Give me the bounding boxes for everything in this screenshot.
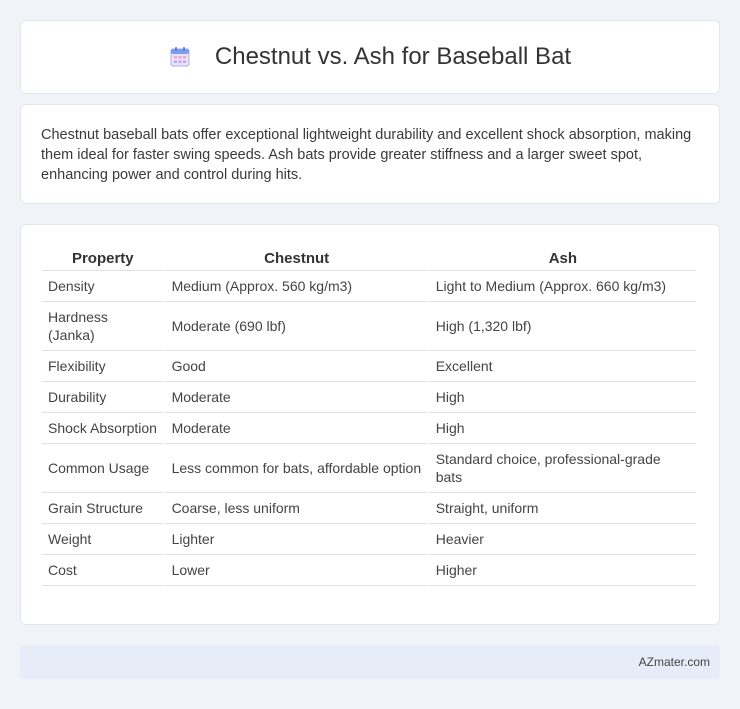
table-row (42, 444, 696, 493)
table-row (42, 302, 696, 351)
cell-chestnut: Moderate (166, 382, 428, 413)
title-card (20, 20, 720, 94)
table-row (42, 382, 696, 413)
cell-ash: Light to Medium (Approx. 660 kg/m3) (430, 271, 696, 302)
cell-property: Weight (42, 524, 164, 555)
cell-ash: High (430, 413, 696, 444)
table-row (42, 493, 696, 524)
cell-chestnut: Lighter (166, 524, 428, 555)
cell-chestnut: Good (166, 351, 428, 382)
comparison-table (40, 245, 698, 586)
header-ash: Ash (430, 245, 696, 271)
header-property: Property (42, 245, 164, 271)
cell-ash: Heavier (430, 524, 696, 555)
cell-ash: High (430, 382, 696, 413)
table-row (42, 524, 696, 555)
cell-ash: Standard choice, professional-grade bats (430, 444, 696, 493)
cell-property: Shock Absorption (42, 413, 164, 444)
table-row (42, 351, 696, 382)
comparison-table-card (20, 224, 720, 625)
cell-chestnut: Less common for bats, affordable option (166, 444, 428, 493)
cell-property: Grain Structure (42, 493, 164, 524)
header-chestnut: Chestnut (166, 245, 428, 271)
page-title-wrap (169, 43, 571, 71)
table-row (42, 413, 696, 444)
table-row (42, 555, 696, 586)
cell-chestnut: Moderate (166, 413, 428, 444)
cell-chestnut: Medium (Approx. 560 kg/m3) (166, 271, 428, 302)
description-text: Chestnut baseball bats offer exceptional lightweight durability and excellent shock absorption, making them ideal for faster swing speeds. Ash bats provide greater stiffness and a larger sweet spot, enhancing power and control during hits. (41, 127, 692, 183)
page-title: Chestnut vs. Ash for Baseball Bat (214, 43, 572, 70)
cell-ash: Straight, uniform (430, 493, 696, 524)
cell-property: Durability (42, 382, 164, 413)
table-header-row (42, 245, 696, 271)
footer-brand: AZmater.com (638, 655, 710, 669)
cell-ash: High (1,320 lbf) (430, 302, 696, 351)
cell-property: Hardness (Janka) (42, 302, 164, 351)
footer (20, 645, 720, 679)
cell-ash: Excellent (430, 351, 696, 382)
cell-chestnut: Coarse, less uniform (166, 493, 428, 524)
cell-chestnut: Moderate (690 lbf) (166, 302, 428, 351)
table-row (42, 271, 696, 302)
cell-property: Common Usage (42, 444, 164, 493)
calendar-icon (169, 46, 191, 68)
cell-ash: Higher (430, 555, 696, 586)
cell-property: Cost (42, 555, 164, 586)
cell-property: Density (42, 271, 164, 302)
description-card (20, 104, 720, 204)
cell-property: Flexibility (42, 351, 164, 382)
cell-chestnut: Lower (166, 555, 428, 586)
